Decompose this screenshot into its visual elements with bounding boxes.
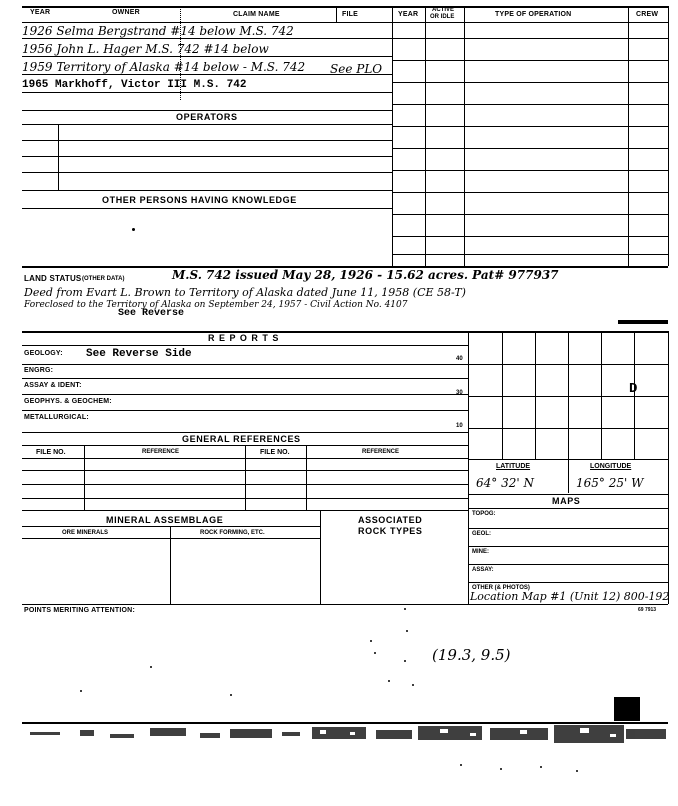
lat-long-divider <box>568 459 569 493</box>
maps-geol-label: GEOL: <box>472 531 491 537</box>
maps-other-value: Location Map #1 (Unit 12) 800-192 <box>470 590 670 603</box>
owner-row-line <box>22 38 392 39</box>
row-num: 10 <box>456 423 463 429</box>
header-claim-name: CLAIM NAME <box>233 11 280 18</box>
operators-col-divider <box>58 124 59 190</box>
maps-other-label: OTHER (& PHOTOS) <box>472 585 530 591</box>
ref-col-reference: REFERENCE <box>142 449 180 455</box>
grid-marker: D <box>629 381 638 397</box>
header-owner: OWNER <box>112 9 140 16</box>
header-active: ACTIVE <box>432 7 455 13</box>
coordinates-note: (19.3, 9.5) <box>432 646 511 664</box>
grid-h-line <box>468 428 668 429</box>
maps-row-line <box>468 546 668 547</box>
row-num: 40 <box>456 356 463 362</box>
grid-v-line <box>502 331 503 459</box>
ops-row-line <box>392 170 668 171</box>
year-active-divider <box>425 6 426 266</box>
header-type-of-operation: TYPE OF OPERATION <box>495 11 572 18</box>
right-panel-border <box>668 331 669 604</box>
speck <box>500 768 502 770</box>
ore-minerals-label: ORE MINERALS <box>62 530 109 536</box>
mineral-header-line <box>22 526 320 527</box>
right-border <box>668 6 669 266</box>
maps-mine-label: MINE: <box>472 549 489 555</box>
mineral-assemblage-title: MINERAL ASSEMBLAGE <box>106 515 224 525</box>
owner-entry-2: 1956 John L. Hager M.S. 742 #14 below <box>22 42 269 56</box>
reports-row-line <box>22 378 468 379</box>
metallurgical-label: METALLURGICAL: <box>24 414 89 421</box>
header-file: FILE <box>342 11 358 18</box>
latitude-label: LATITUDE <box>496 463 531 470</box>
land-status-label: LAND STATUS <box>24 274 82 283</box>
ops-row-line <box>392 254 668 255</box>
ref-col-reference-2: REFERENCE <box>362 449 400 455</box>
ops-row-line <box>392 148 668 149</box>
speck <box>230 694 232 696</box>
left-block-divider <box>392 6 393 266</box>
general-references-title: GENERAL REFERENCES <box>182 434 301 444</box>
header-year-2: YEAR <box>398 11 419 18</box>
engrg-label: ENGRG: <box>24 367 54 374</box>
grid-v-line <box>568 331 569 459</box>
row-num: 30 <box>456 390 463 396</box>
header-crew: CREW <box>636 11 659 18</box>
reports-row-line <box>22 394 468 395</box>
header-or-idle: OR IDLE <box>430 14 455 20</box>
maps-top-line <box>468 494 668 495</box>
speck <box>388 680 390 682</box>
header-year: YEAR <box>30 9 51 16</box>
geology-value: See Reverse Side <box>86 348 192 360</box>
claim-file-divider <box>336 6 337 22</box>
ref-bottom-line <box>22 510 468 511</box>
other-persons-title: OTHER PERSONS HAVING KNOWLEDGE <box>102 195 297 205</box>
associated-rock-types-line-1: ASSOCIATED <box>358 515 423 525</box>
speck <box>540 766 542 768</box>
speck <box>150 666 152 668</box>
redaction-bar <box>618 320 668 324</box>
speck <box>80 690 82 692</box>
reports-title: R E P O R T S <box>208 333 280 343</box>
owner-entry-1: 1926 Selma Bergstrand #14 below M.S. 742 <box>22 24 294 38</box>
maps-row-line <box>468 582 668 583</box>
speck <box>576 770 578 772</box>
operators-header-line <box>22 124 392 125</box>
ref-col-divider <box>306 445 307 510</box>
points-meriting-attention-label: POINTS MERITING ATTENTION: <box>24 607 135 614</box>
owner-row-line <box>22 92 392 93</box>
mineral-subheader-line <box>22 538 320 539</box>
ops-row-line <box>392 214 668 215</box>
scan-artifact-block <box>614 697 640 721</box>
geophys-label: GEOPHYS. & GEOCHEM: <box>24 398 112 405</box>
assay-label: ASSAY & IDENT: <box>24 382 82 389</box>
rock-forming-label: ROCK FORMING, ETC. <box>200 530 265 536</box>
ref-col-divider <box>245 445 246 510</box>
operators-title: OPERATORS <box>176 112 238 122</box>
maps-assay-label: ASSAY: <box>472 567 494 573</box>
operators-row-line <box>22 172 392 173</box>
longitude-label: LONGITUDE <box>590 463 632 470</box>
ops-row-line <box>392 192 668 193</box>
land-status-line-1: M.S. 742 issued May 28, 1926 - 15.62 acres. Pat# 977937 <box>172 268 559 282</box>
grid-h-line <box>468 364 668 365</box>
geology-label: GEOLOGY: <box>24 350 63 357</box>
maps-topog-label: TOPOG: <box>472 511 496 517</box>
maps-row-line <box>468 564 668 565</box>
grid-v-line <box>601 331 602 459</box>
speck <box>404 660 406 662</box>
land-status-line-3: Foreclosed to the Territory of Alaska on September 24, 1957 - Civil Action No. 4107 <box>24 300 408 310</box>
reports-row-line <box>22 410 468 411</box>
ops-row-line <box>392 236 668 237</box>
owner-entry-4: 1965 Markhoff, Victor III M.S. 742 <box>22 79 247 91</box>
ref-col-file-no-2: FILE NO. <box>260 449 290 456</box>
maps-title: MAPS <box>552 496 581 506</box>
speck <box>374 652 376 654</box>
ops-row-line <box>392 126 668 127</box>
see-plo-note: See PLO <box>330 62 383 76</box>
maps-header-line <box>468 508 668 509</box>
reports-header-line <box>22 345 468 346</box>
land-status-see-reverse: See Reverse <box>118 308 185 319</box>
operators-row-line <box>22 140 392 141</box>
owner-entry-3: 1959 Territory of Alaska #14 below - M.S. 742 <box>22 60 306 74</box>
mineral-bottom-line <box>22 604 668 605</box>
speck <box>404 608 406 610</box>
speck <box>406 630 408 632</box>
grid-h-line <box>468 396 668 397</box>
maps-row-line <box>468 528 668 529</box>
ops-row-line <box>392 82 668 83</box>
speck <box>460 764 462 766</box>
header-bottom-line <box>22 22 668 23</box>
longitude-value: 165° 25' W <box>576 476 644 490</box>
owner-row-line <box>22 74 392 75</box>
reports-row-line <box>22 364 468 365</box>
reports-top-line <box>22 331 668 333</box>
land-status-sublabel: (OTHER DATA) <box>82 276 125 282</box>
general-references-top-line <box>22 432 468 433</box>
type-crew-divider <box>628 6 629 266</box>
associated-rock-types-line-2: ROCK TYPES <box>358 526 423 536</box>
speck <box>370 640 372 642</box>
ref-col-file-no: FILE NO. <box>36 449 66 456</box>
form-number: 69 7913 <box>638 607 657 613</box>
operators-top-line <box>22 110 392 111</box>
speck <box>132 228 135 231</box>
mineral-assoc-divider <box>320 510 321 604</box>
grid-v-line <box>535 331 536 459</box>
other-persons-line <box>22 208 392 209</box>
top-border <box>22 6 668 8</box>
operators-row-line <box>22 156 392 157</box>
ops-row-line <box>392 60 668 61</box>
land-status-line-2: Deed from Evart L. Brown to Territory of Alaska dated June 11, 1958 (CE 58-T) <box>24 286 466 299</box>
latitude-value: 64° 32' N <box>476 476 534 490</box>
ops-row-line <box>392 38 668 39</box>
scan-noise-band <box>20 724 670 748</box>
speck <box>412 684 414 686</box>
active-type-divider <box>464 6 465 266</box>
owner-row-line <box>22 56 392 57</box>
ops-row-line <box>392 104 668 105</box>
ref-col-divider <box>84 445 85 510</box>
mineral-col-divider <box>170 526 171 604</box>
operators-bottom-line <box>22 190 392 191</box>
